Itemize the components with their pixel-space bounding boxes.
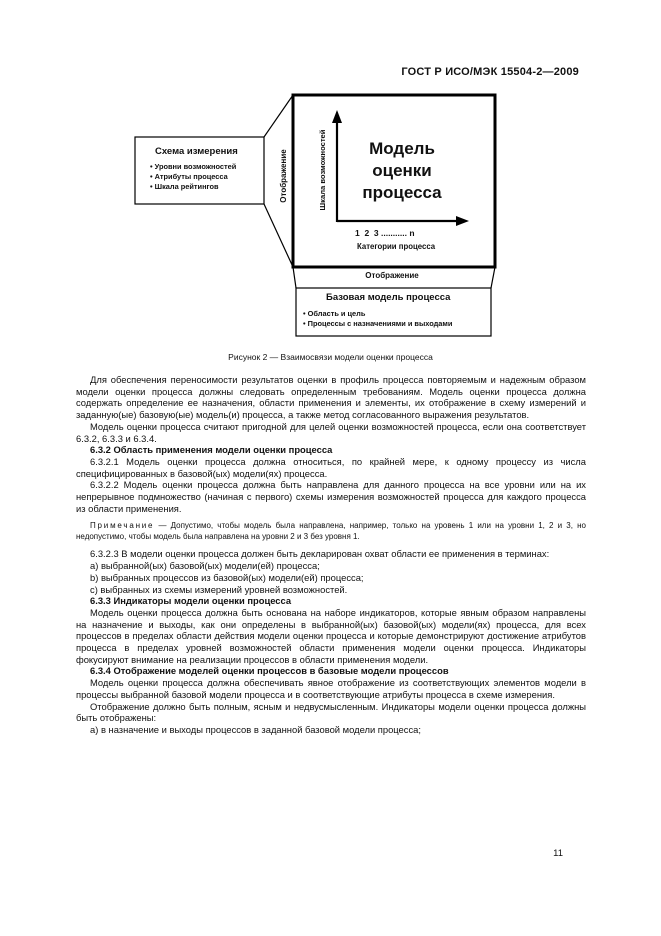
measure-item	[150, 183, 219, 190]
category-axis-arrow	[456, 216, 469, 226]
note	[76, 520, 586, 542]
figure-caption: Рисунок 2 — Взаимосвязи модели оценки процесса	[228, 352, 433, 362]
base-model-title: Базовая модель процесса	[326, 292, 451, 303]
list-item: b) выбранных процессов из базовой(ых) модели(ей) процесса;	[90, 571, 364, 583]
connector-left-down	[293, 267, 296, 288]
paragraph: Отображение должно быть полным, ясным и недвусмысленным. Индикаторы модели оценки процесса должны быть отображены:	[76, 700, 586, 724]
measure-item-label: Уровни возможностей	[154, 162, 237, 171]
base-model-item	[303, 320, 452, 327]
model-title-line: Модель	[369, 139, 435, 158]
bullet: •	[303, 319, 306, 328]
section-heading-6-3-4: 6.3.4 Отображение моделей оценки процессов в базовые модели процессов	[90, 665, 449, 677]
measure-item-label: Шкала рейтингов	[154, 182, 219, 191]
list-item: а) выбранной(ых) базовой(ых) модели(ей) процесса;	[90, 560, 320, 572]
model-title-line: процесса	[362, 183, 442, 202]
capability-axis-label: Шкала возможностей	[318, 129, 328, 211]
base-model-item	[303, 310, 365, 317]
clause-6-3-2-3: 6.3.2.3 В модели оценки процесса должен быть декларирован охват области ее применения в терминах:	[90, 548, 550, 560]
paragraph: Модель оценки процесса должна быть основана на наборе индикаторов, которые явным образом направлены на назначение и выходы, как они определены в выбранной(ых) базовой(ых) модели(ях) процесса, для всех процессов в пределах области действия модели оценки процесса и которые демонстрируют достижение атрибутов процесса в пределах уровней возможностей области применения модели оценки процесса. Индикаторы фокусируют внимание на реализации процессов в области применения модели.	[76, 606, 586, 665]
clause-6-3-2-2: 6.3.2.2 Модель оценки процесса должна быть направлена для данного процесса на все уровни или на их непрерывное подмножество (начиная с первого) схемы измерения возможностей процесса для каждого процесса из области применения.	[76, 479, 586, 514]
base-model-item-label: Процессы с назначениями и выходами	[307, 319, 453, 328]
note-label: Примечание	[90, 521, 155, 531]
categories-label: Категории процесса	[357, 242, 436, 251]
figure-2-diagram	[0, 0, 661, 350]
category-ticks: 1 2 3 ........... n	[355, 228, 415, 238]
paragraph: Для обеспечения переносимости результатов оценки в профиль процесса повторяемым и надежным образом модели оценки процесса должны следовать определенным требованиям. Модель оценки процесса должна содержать определение ее назначения, области применения и элементы, их отображение в схему измерений и заданную(ые) базовую(ые) модель(и) процесса, а также метод согласованного выражения результатов.	[76, 374, 586, 421]
capability-axis-arrow	[332, 110, 342, 123]
paragraph: Модель оценки процесса считают пригодной для целей оценки возможностей процесса, если она соответствует 6.3.2, 6.3.3 и 6.3.4.	[76, 420, 586, 444]
note-text: — Допустимо, чтобы модель была направлена, например, только на уровень 1 или на уровни 1, 2 и 3, но недопустимо, чтобы модель была направлена на уровни 2 и 3 без уровня 1.	[76, 521, 586, 542]
bullet: •	[150, 182, 153, 191]
connector-bottom	[264, 204, 293, 267]
mapping-bottom-label: Отображение	[365, 271, 419, 280]
measure-item	[150, 163, 236, 170]
measure-item	[150, 173, 228, 180]
measure-item-label: Атрибуты процесса	[154, 172, 228, 181]
connector-top	[264, 95, 293, 137]
section-heading-6-3-3: 6.3.3 Индикаторы модели оценки процесса	[90, 595, 292, 607]
clause-6-3-2-1: 6.3.2.1 Модель оценки процесса должна относиться, по крайней мере, к одному процессу из числа специфицированных в базовой(ых) модели(ях) процесса.	[76, 455, 586, 479]
connector-right-down	[491, 267, 495, 288]
bullet: •	[150, 172, 153, 181]
section-heading-6-3-2: 6.3.2 Область применения модели оценки процесса	[90, 444, 333, 456]
bullet: •	[303, 309, 306, 318]
page-number: 11	[553, 848, 563, 859]
body-text	[76, 374, 586, 736]
standard-header: ГОСТ Р ИСО/МЭК 15504-2—2009	[401, 66, 579, 78]
list-item: c) выбранных из схемы измерений уровней возможностей.	[90, 583, 348, 595]
paragraph: Модель оценки процесса должна обеспечивать явное отображение из соответствующих элементов модели в процессы выбранной базовой модели процесса и в соответствующие атрибуты процесса в схеме измерения.	[76, 677, 586, 700]
list-item: а) в назначение и выходы процессов в заданной базовой модели процесса;	[90, 723, 421, 735]
model-title-line: оценки	[372, 161, 432, 180]
measure-box-title: Схема измерения	[155, 146, 238, 157]
base-model-item-label: Область и цель	[307, 309, 366, 318]
bullet: •	[150, 162, 153, 171]
mapping-vertical-label: Отображение	[279, 149, 288, 203]
